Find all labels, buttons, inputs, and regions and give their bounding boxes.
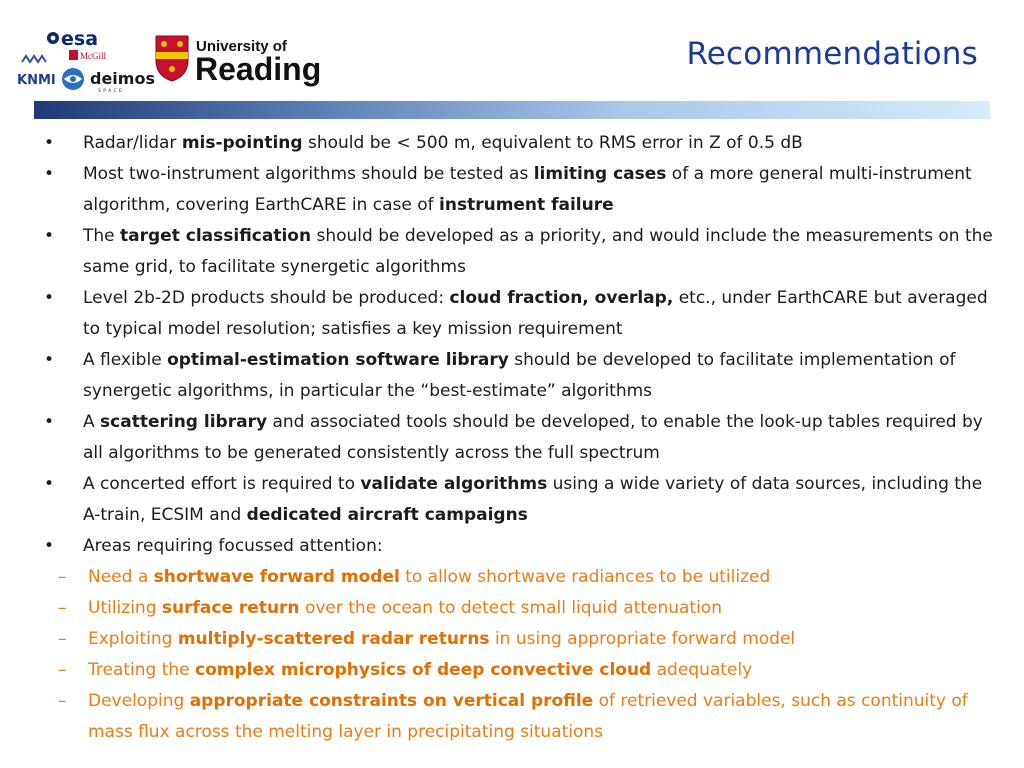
bullet-list [44, 128, 1004, 748]
sub-bullet-list [44, 562, 1004, 748]
bullet-text: A [83, 412, 101, 432]
reading-logo-line2: Reading [195, 51, 322, 87]
emphasis-text: scattering library [100, 412, 268, 432]
bullet-text: of retrieved variables, such as continuity of mass flux across the melting layer in precipitating situations [88, 691, 968, 742]
reading-logo-line1: University of [196, 38, 287, 55]
sub-bullet-item [44, 686, 1004, 748]
bullet-text: A concerted effort is required to [83, 474, 361, 494]
bullet-text: Utilizing [88, 598, 162, 618]
bullet-text: A flexible [83, 350, 168, 370]
esa-logo [47, 28, 98, 50]
bullet-text: Need a [88, 567, 154, 587]
bullet-item [44, 128, 1004, 159]
knmi-logo-text: KNMI [17, 73, 56, 88]
bullet-text: etc., under EarthCARE but averaged to typical model resolution; satisfies a key mission requirement [83, 288, 988, 339]
sub-bullet-item [44, 624, 1004, 655]
bullet-text: over the ocean to detect small liquid attenuation [299, 598, 722, 618]
bullet-item [44, 531, 1004, 748]
sub-bullet-item [44, 593, 1004, 624]
bullet-item [44, 283, 1004, 345]
header-gradient-bar [34, 101, 990, 119]
sub-bullet-item [44, 655, 1004, 686]
bullet-text: should be developed as a priority, and would include the measurements on the same grid, to facilitate synergetic algorithms [83, 226, 993, 277]
bullet-text: Developing [88, 691, 190, 711]
emphasis-text: cloud fraction, overlap, [449, 288, 674, 308]
deimos-logo-subtext: SPACE [98, 89, 125, 94]
bullet-text: Most two-instrument algorithms should be tested as [83, 164, 534, 184]
emphasis-text: appropriate constraints on vertical profile [189, 691, 594, 711]
bullet-text: Level 2b-2D products should be produced: [83, 288, 450, 308]
emphasis-text: mis-pointing [181, 133, 303, 153]
bullet-text: Exploiting [88, 629, 178, 649]
partner-logos [0, 0, 330, 100]
emphasis-text: complex microphysics of deep convective cloud [195, 660, 652, 680]
bullet-text: The [83, 226, 121, 246]
mcgill-logo-text: McGill [80, 51, 106, 61]
emphasis-text: dedicated aircraft campaigns [246, 505, 528, 525]
bullet-text: to allow shortwave radiances to be utilized [399, 567, 771, 587]
emphasis-text: validate algorithms [360, 474, 548, 494]
emphasis-text: multiply-scattered radar returns [177, 629, 490, 649]
bullet-text: should be < 500 m, equivalent to RMS error in Z of 0.5 dB [302, 133, 803, 153]
esa-logo-text: esa [61, 28, 99, 50]
emphasis-text: target classification [120, 226, 312, 246]
emphasis-text: shortwave forward model [153, 567, 400, 587]
bullet-text: adequately [651, 660, 753, 680]
bullet-text: Radar/lidar [83, 133, 182, 153]
bullet-item [44, 159, 1004, 221]
deimos-logo-text: deimos [90, 69, 155, 88]
bullet-item [44, 221, 1004, 283]
bullet-item [44, 469, 1004, 531]
emphasis-text: surface return [161, 598, 300, 618]
reading-logo [195, 38, 321, 87]
bullet-text: Areas requiring focussed attention: [83, 536, 383, 556]
slide-content [44, 128, 1004, 748]
knmi-logo [17, 56, 56, 88]
deimos-logo [90, 69, 155, 94]
bullet-item [44, 407, 1004, 469]
bullet-text: should be developed to facilitate implementation of synergetic algorithms, in particular the “best-estimate” algorithms [83, 350, 956, 401]
bullet-text: using a wide variety of data sources, including the A-train, ECSIM and [83, 474, 983, 525]
emphasis-text: limiting cases [533, 164, 667, 184]
bullet-text: of a more general multi-instrument algorithm, covering EarthCARE in case of [83, 164, 972, 215]
bullet-item [44, 345, 1004, 407]
emphasis-text: instrument failure [439, 195, 614, 215]
emphasis-text: optimal-estimation software library [167, 350, 509, 370]
sub-bullet-item [44, 562, 1004, 593]
page-title: Recommendations [686, 36, 978, 72]
bullet-text: Treating the [88, 660, 196, 680]
bullet-text: in using appropriate forward model [489, 629, 796, 649]
bullet-text: and associated tools should be developed, to enable the look-up tables required by all algorithms to be generated consistently across the full spectrum [83, 412, 983, 463]
reading-crest-icon [156, 36, 188, 81]
mcgill-logo [69, 50, 106, 61]
deimos-globe-icon [62, 68, 84, 90]
